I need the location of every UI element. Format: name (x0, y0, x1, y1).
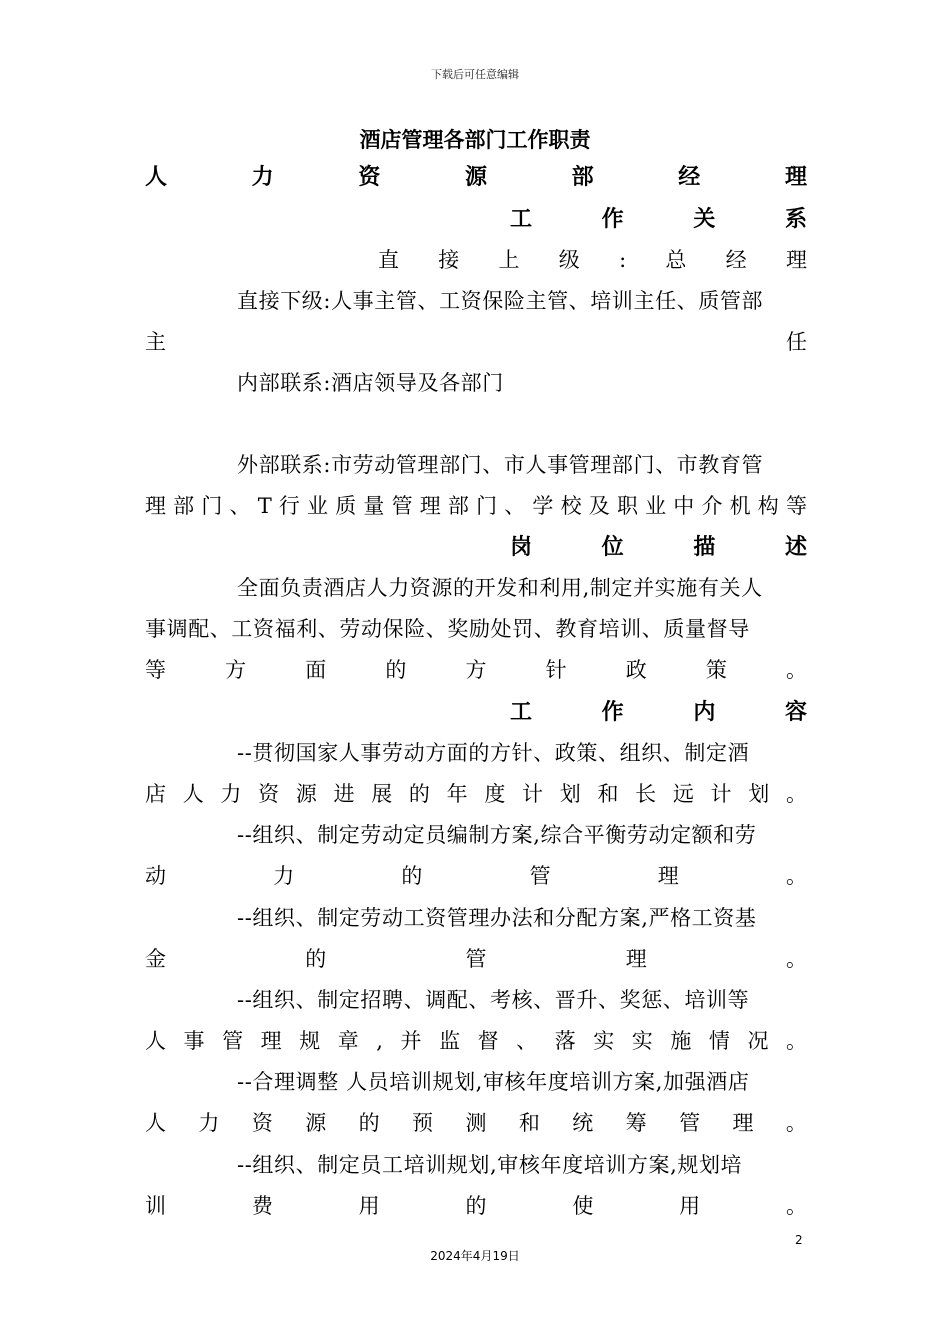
char: 理 (657, 864, 679, 888)
char: 金 (145, 947, 166, 971)
item6-line1: --组织、制定员工培训规划,审核年度培训方案,规划培 (237, 1153, 743, 1177)
char: 用 (679, 1194, 701, 1218)
char: 管 (391, 494, 413, 518)
char: 远 (672, 782, 694, 806)
char: 实 (631, 1029, 653, 1053)
char: 。 (786, 947, 807, 971)
char: 直 (378, 248, 399, 272)
char: 容 (784, 699, 807, 725)
char: 部 (173, 494, 195, 518)
char: 管 (222, 1029, 244, 1053)
char: 长 (635, 782, 657, 806)
char: 门 (201, 494, 223, 518)
item6-line2 (145, 1191, 807, 1221)
char: 展 (371, 782, 393, 806)
char: 校 (560, 494, 582, 518)
char: 源 (464, 164, 487, 190)
char: 理 (145, 494, 166, 518)
char: 机 (729, 494, 751, 518)
external-contact-line2 (145, 491, 807, 521)
subheading-job-description (510, 532, 807, 562)
char: 工 (510, 206, 533, 232)
char: 划 (748, 782, 770, 806)
char: 职 (616, 494, 638, 518)
char: 理 (419, 494, 441, 518)
char: 并 (400, 1029, 422, 1053)
job-desc-line1: 全面负责酒店人力资源的开发和利用,制定并实施有关人 (237, 576, 763, 600)
char: 情 (708, 1029, 730, 1053)
char: 的 (358, 1111, 380, 1135)
char: 。 (785, 782, 807, 806)
char: 的 (385, 658, 407, 682)
char: 系 (784, 206, 807, 232)
char: 上 (498, 248, 520, 272)
char: 动 (145, 864, 166, 888)
char: 行 (278, 494, 300, 518)
char: 学 (532, 494, 554, 518)
char: 级 (558, 248, 580, 272)
char: 理 (260, 1029, 282, 1053)
char: 岗 (510, 534, 533, 560)
char: 面 (305, 658, 327, 682)
char: 量 (363, 494, 385, 518)
char: 、 (504, 494, 526, 518)
char: 人 (145, 1111, 166, 1135)
job-desc-line3 (145, 655, 807, 685)
char: 划 (559, 782, 581, 806)
char: 构 (757, 494, 779, 518)
char: 使 (572, 1194, 594, 1218)
char: 经 (678, 164, 701, 190)
char: 工 (510, 699, 533, 725)
char: 管 (465, 947, 487, 971)
char: 管 (679, 1111, 701, 1135)
char: 事 (183, 1029, 205, 1053)
direct-subordinate-line1: 直接下级:人事主管、工资保险主管、培训主任、质管部 (237, 289, 764, 313)
char: 店 (145, 782, 166, 806)
char: 训 (145, 1194, 166, 1218)
internal-contact: 内部联系:酒店领导及各部门 (237, 371, 504, 395)
item3-line1: --组织、制定劳动工资管理办法和分配方案,严格工资基 (237, 906, 757, 930)
char: 内 (693, 699, 716, 725)
document-title: 酒店管理各部门工作职责 (359, 127, 591, 152)
char: 关 (693, 206, 716, 232)
char: 。 (785, 1029, 807, 1053)
char: 主 (145, 330, 166, 354)
char: 年 (446, 782, 468, 806)
char: 理 (784, 164, 807, 190)
char: T (257, 494, 272, 518)
char: 作 (601, 699, 624, 725)
char: 章 (337, 1029, 359, 1053)
char: 人 (182, 782, 204, 806)
direct-superior (378, 245, 807, 275)
char: 用 (358, 1194, 380, 1218)
char: 策 (705, 658, 727, 682)
char: 理 (785, 248, 807, 272)
char: 作 (601, 206, 624, 232)
external-contact-line1: 外部联系:市劳动管理部门、市人事管理部门、市教育管 (237, 453, 764, 477)
char: 计 (522, 782, 544, 806)
char: 管 (529, 864, 551, 888)
subheading-work-content (510, 697, 807, 727)
char: 政 (625, 658, 647, 682)
char: 源 (305, 1111, 327, 1135)
char: 的 (305, 947, 327, 971)
char: 测 (465, 1111, 487, 1135)
footer-date: 2024年4月19日 (430, 1249, 520, 1263)
char: 力 (251, 164, 274, 190)
char: 统 (572, 1111, 594, 1135)
char: 进 (333, 782, 355, 806)
char: 位 (601, 534, 624, 560)
char: 筹 (625, 1111, 647, 1135)
char: 费 (251, 1194, 273, 1218)
item2-line1: --组织、制定劳动定员编制方案,综合平衡劳动定额和劳 (237, 823, 757, 847)
char: 施 (670, 1029, 692, 1053)
char: 描 (693, 534, 716, 560)
char: 。 (786, 658, 807, 682)
char: 和 (518, 1111, 540, 1135)
char: 的 (465, 1194, 487, 1218)
char: 预 (412, 1111, 434, 1135)
char: 督 (477, 1029, 499, 1053)
section-heading (145, 162, 807, 192)
char: 规 (299, 1029, 321, 1053)
char: 任 (786, 330, 807, 354)
item1-line2 (145, 779, 807, 809)
char: 力 (273, 864, 295, 888)
char: 中 (673, 494, 695, 518)
char: 理 (732, 1111, 754, 1135)
char: 源 (295, 782, 317, 806)
char: 。 (785, 864, 807, 888)
char: 针 (545, 658, 567, 682)
char: , (376, 1029, 383, 1053)
char: 力 (220, 782, 242, 806)
char: 及 (588, 494, 610, 518)
char: 度 (484, 782, 506, 806)
char: 门 (476, 494, 498, 518)
item2-line2 (145, 861, 807, 891)
char: 。 (785, 1111, 807, 1135)
char: 部 (571, 164, 594, 190)
char: 等 (785, 494, 807, 518)
item1-line1: --贯彻国家人事劳动方面的方针、政策、组织、制定酒 (237, 741, 750, 765)
char: 监 (439, 1029, 461, 1053)
item4-line1: --组织、制定招聘、调配、考核、晋升、奖惩、培训等 (237, 988, 750, 1012)
char: 部 (447, 494, 469, 518)
char: 资 (358, 164, 381, 190)
char: 总 (665, 248, 687, 272)
char: 方 (465, 658, 487, 682)
item5-line2 (145, 1108, 807, 1138)
char: 质 (335, 494, 357, 518)
char: 介 (701, 494, 723, 518)
char: 。 (785, 1194, 807, 1218)
char: 、 (516, 1029, 538, 1053)
direct-subordinate-line2 (145, 327, 807, 357)
char: 人 (145, 1029, 166, 1053)
char: 经 (725, 248, 747, 272)
item4-line2 (145, 1026, 807, 1056)
char: 资 (258, 782, 280, 806)
subheading-work-relation (510, 204, 807, 234)
char: 业 (645, 494, 667, 518)
char: 况 (747, 1029, 769, 1053)
char: 力 (198, 1111, 220, 1135)
char: 落 (554, 1029, 576, 1053)
char: 理 (625, 947, 647, 971)
char: 接 (438, 248, 460, 272)
char: 方 (225, 658, 247, 682)
item5-line1: --合理调整 人员培训规划,审核年度培训方案,加强酒店 (237, 1070, 750, 1094)
char: 的 (408, 782, 430, 806)
char: 计 (710, 782, 732, 806)
char: : (619, 248, 627, 272)
job-desc-line2: 事调配、工资福利、劳动保险、奖励处罚、教育培训、质量督导 (145, 617, 750, 641)
header-note: 下载后可任意编辑 (431, 68, 519, 81)
char: 述 (784, 534, 807, 560)
char: 、 (229, 494, 251, 518)
char: 和 (597, 782, 619, 806)
char: 实 (593, 1029, 615, 1053)
char: 资 (251, 1111, 273, 1135)
item3-line2 (145, 944, 807, 974)
char: 等 (145, 658, 166, 682)
char: 的 (401, 864, 423, 888)
char: 业 (307, 494, 329, 518)
page-number: 2 (795, 1233, 803, 1247)
char: 人 (145, 164, 168, 190)
